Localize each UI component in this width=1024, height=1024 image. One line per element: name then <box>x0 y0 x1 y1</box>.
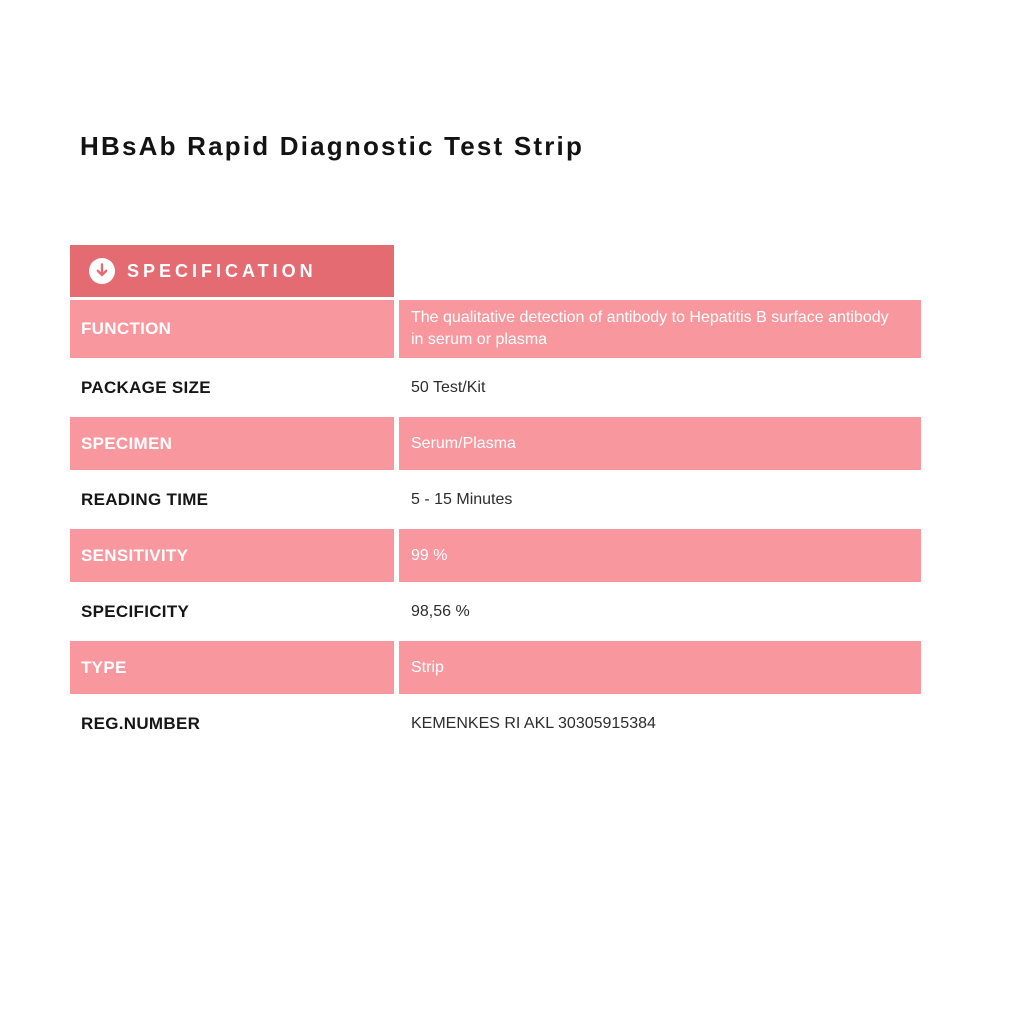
spec-value: 50 Test/Kit <box>411 378 486 396</box>
spec-row-reading-time <box>70 473 921 526</box>
spec-value: Strip <box>399 641 921 694</box>
spec-value: The qualitative detection of antibody to Hepatitis B surface antibody in serum or plasma <box>399 300 921 358</box>
spec-row-package-size <box>70 361 921 414</box>
spec-label: SPECIFICITY <box>81 601 190 621</box>
spec-label: PACKAGE SIZE <box>81 377 211 397</box>
spec-row-sensitivity <box>70 529 921 582</box>
spec-value: KEMENKES RI AKL 30305915384 <box>411 714 656 732</box>
page-title: HBsAb Rapid Diagnostic Test Strip <box>80 131 585 162</box>
spec-label: FUNCTION <box>70 300 394 358</box>
spec-row-reg-number <box>70 697 921 750</box>
specification-section <box>70 245 921 750</box>
spec-row-function <box>70 300 921 358</box>
specification-header <box>70 245 394 297</box>
spec-label: SENSITIVITY <box>70 529 394 582</box>
spec-value: 99 % <box>399 529 921 582</box>
spec-value: 5 - 15 Minutes <box>411 490 513 508</box>
spec-label: TYPE <box>70 641 394 694</box>
specification-header-label: SPECIFICATION <box>127 260 317 281</box>
spec-row-type <box>70 641 921 694</box>
spec-value: Serum/Plasma <box>399 417 921 470</box>
download-arrow-circle-icon <box>88 257 116 285</box>
spec-label: READING TIME <box>81 489 209 509</box>
spec-value: 98,56 % <box>411 602 470 620</box>
spec-row-specificity <box>70 585 921 638</box>
spec-row-specimen <box>70 417 921 470</box>
spec-label: REG.NUMBER <box>81 713 201 733</box>
spec-label: SPECIMEN <box>70 417 394 470</box>
